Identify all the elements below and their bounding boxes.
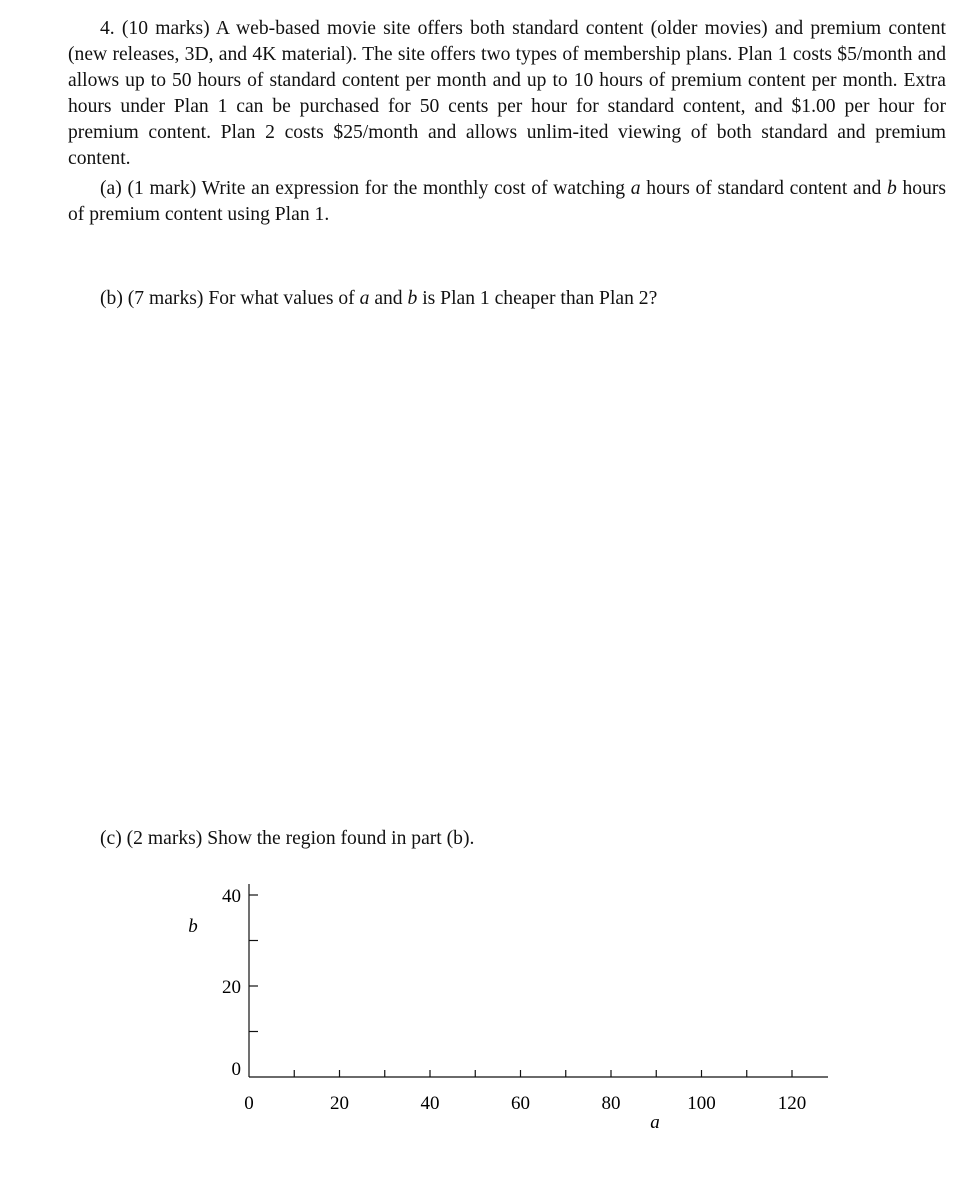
y-axis-label: b [188,916,198,937]
part-b-prompt-start: For what values of [208,288,355,309]
part-a-prompt-mid: hours of standard content and [646,178,882,199]
variable-a: a [630,178,641,199]
variable-b: b [886,178,897,199]
question-intro: A web-based movie site offers both standard content (older movies) and premium content (new releases, 3D, and 4K material). The site offers two types of membership plans. Plan 1 costs $5/month and allows up to 50 hours of standard content per month and up to 10 hours of premium content per month. Extra hours under Plan 1 can be purchased for 50 cents per hour for standard content, and $1.00 per hour for premium content. Plan 2 costs $25/month and allows unlim-ited viewing of both standard and premium content. [68,18,946,169]
x-tick-label: 60 [511,1093,530,1114]
part-b-marks: (7 marks) [127,288,204,309]
x-tick-label: 100 [687,1093,716,1114]
question-number: 4. [100,18,115,39]
y-tick-label: 40 [222,886,241,907]
variable-a: a [359,288,370,309]
part-a-prompt-start: Write an expression for the monthly cost of watching [201,178,626,199]
y-tick-label: 20 [222,977,241,998]
part-b-label: (b) [100,288,123,309]
region-graph [0,870,980,1170]
question-text [68,16,946,172]
x-tick-label: 20 [330,1093,349,1114]
x-tick-label: 40 [420,1093,440,1114]
part-b-text [100,286,657,312]
x-tick-label: 120 [777,1093,807,1114]
x-tick-label: 80 [601,1093,621,1114]
x-axis-label: a [650,1112,660,1133]
part-a-marks: (1 mark) [127,178,197,199]
variable-b: b [407,288,418,309]
part-a-prompt-end: hours of premium content using Plan 1. [68,178,947,225]
part-a-text [68,176,946,228]
y-tick-label: 0 [231,1059,241,1080]
part-c-label: (c) [100,828,122,849]
part-b-prompt-end: is Plan 1 cheaper than Plan 2? [422,288,658,309]
part-b-prompt-and: and [374,288,403,309]
part-c-marks: (2 marks) [126,828,203,849]
x-tick-label: 0 [244,1093,254,1114]
question-marks: (10 marks) [121,18,210,39]
part-c-prompt: Show the region found in part (b). [207,828,475,849]
part-c-text [100,826,474,852]
part-a-label: (a) [100,178,122,199]
